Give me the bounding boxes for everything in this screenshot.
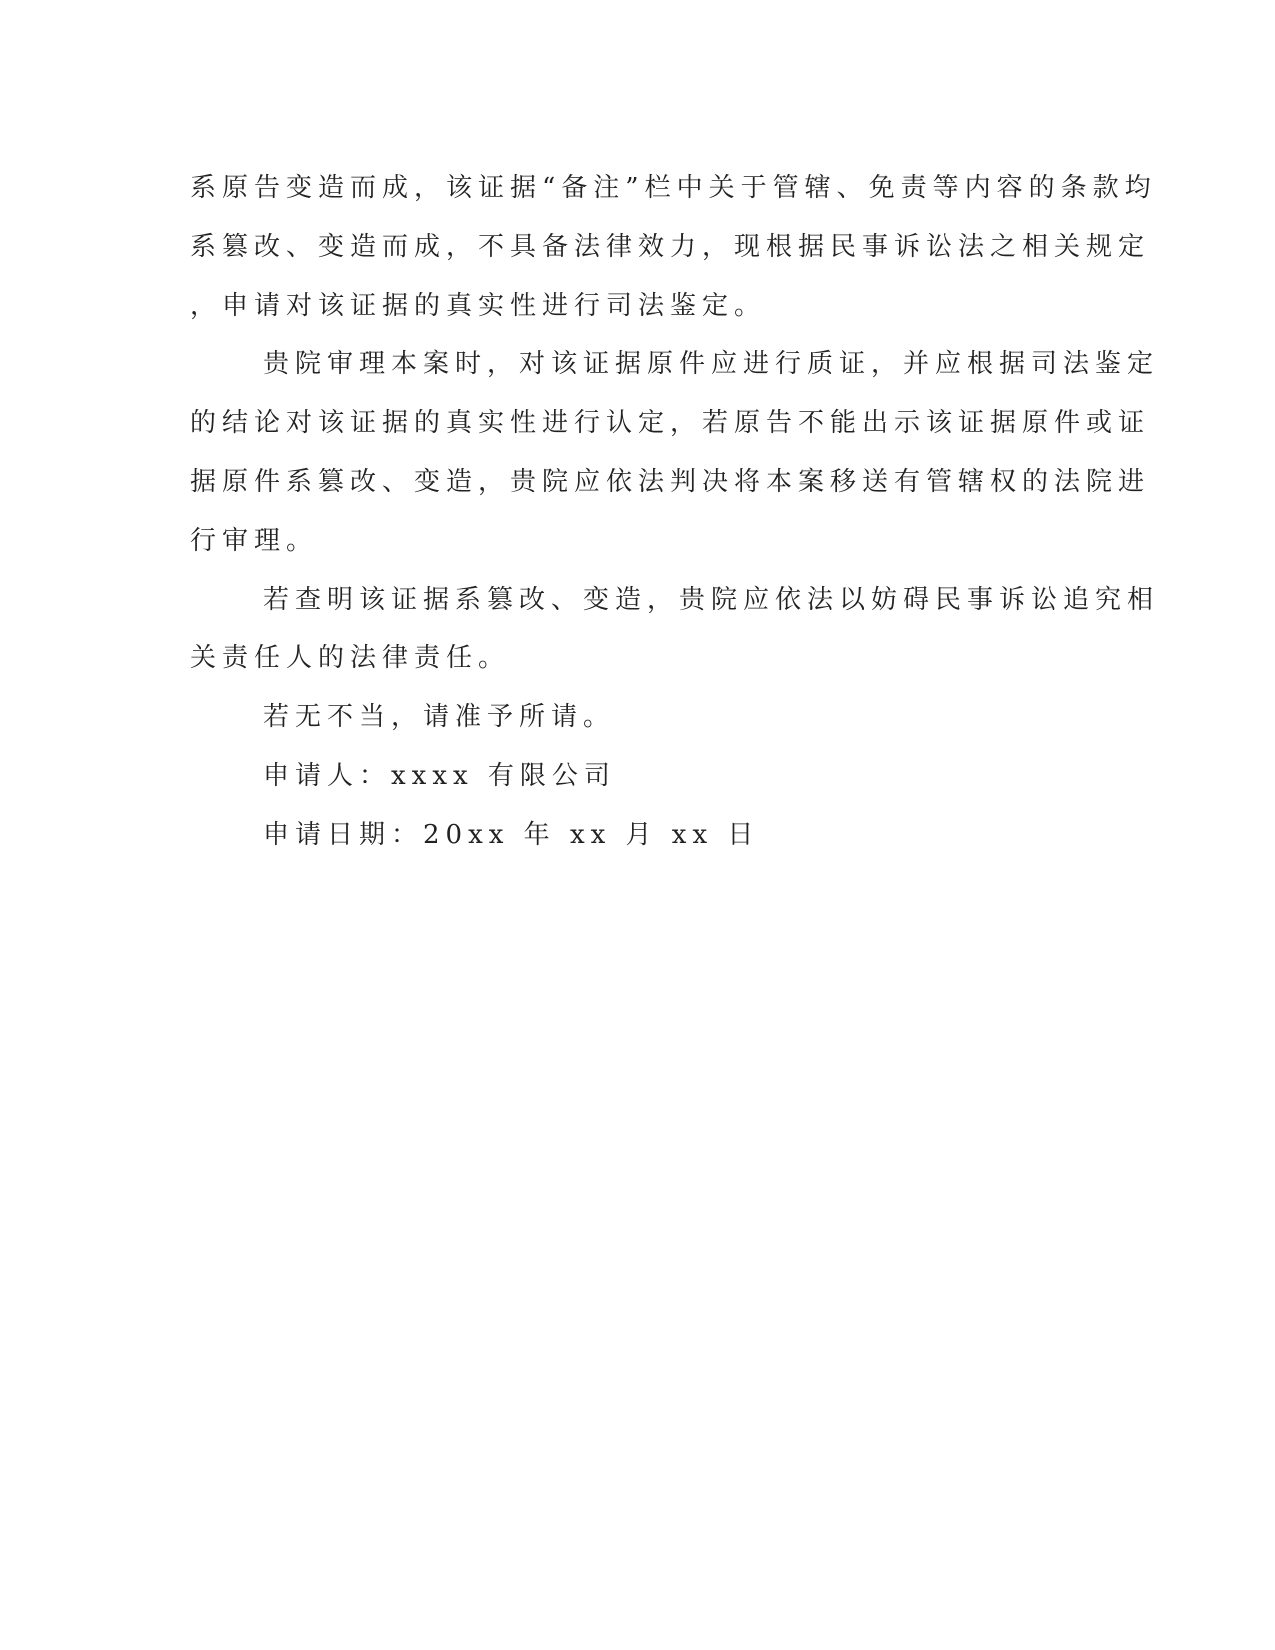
applicant-line: 申请人：xxxx 有限公司 xyxy=(263,761,616,791)
paragraph-1-line-2: 系篡改、变造而成，不具备法律效力，现根据民事诉讼法之相关规定 xyxy=(190,232,1151,262)
paragraph-3-line-1: 若查明该证据系篡改、变造，贵院应依法以妨碍民事诉讼追究相 xyxy=(263,585,1160,615)
paragraph-2-line-2: 的结论对该证据的真实性进行认定，若原告不能出示该证据原件或证 xyxy=(190,408,1151,438)
paragraph-1-line-1: 系原告变造而成，该证据“备注”栏中关于管辖、免责等内容的条款均 xyxy=(190,173,1157,203)
paragraph-2-line-4: 行审理。 xyxy=(190,526,319,556)
paragraph-2-line-3: 据原件系篡改、变造，贵院应依法判决将本案移送有管辖权的法院进 xyxy=(190,467,1151,497)
date-line: 申请日期：20xx 年 xx 月 xx 日 xyxy=(263,820,760,850)
closing-line: 若无不当，请准予所请。 xyxy=(263,702,616,732)
paragraph-3-line-2: 关责任人的法律责任。 xyxy=(190,643,511,673)
paragraph-2-line-1: 贵院审理本案时，对该证据原件应进行质证，并应根据司法鉴定 xyxy=(263,349,1160,379)
paragraph-1-line-3: ，申请对该证据的真实性进行司法鉴定。 xyxy=(190,291,767,321)
